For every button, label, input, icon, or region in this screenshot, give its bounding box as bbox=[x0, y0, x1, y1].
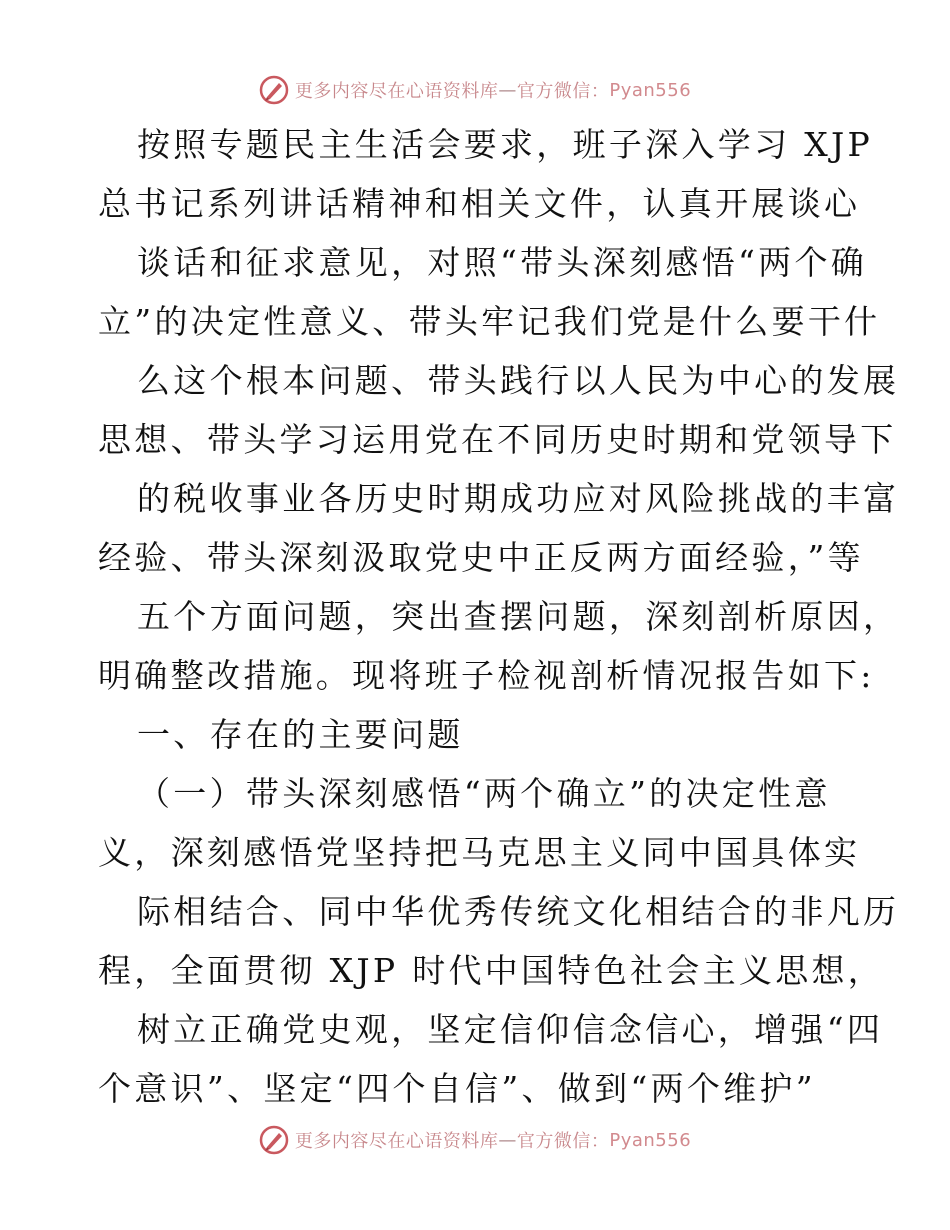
text-line: 总书记系列讲话精神和相关文件，认真开展谈心 bbox=[98, 184, 861, 223]
text-line: 树立正确党史观，坚定信仰信念信心，增强“四 bbox=[137, 1010, 884, 1049]
text-line: 谈话和征求意见，对照“带头深刻感悟“两个确 bbox=[137, 243, 868, 282]
watermark-label: 官方微信： bbox=[516, 1131, 610, 1152]
watermark-title: 更多内容尽在心语资料库 bbox=[294, 81, 499, 102]
text-line: 程，全面贯彻 XJP 时代中国特色社会主义思想， bbox=[98, 951, 885, 990]
text-line: 个意识”、坚定“四个自信”、做到“两个维护” bbox=[98, 1069, 816, 1108]
text-line: 义，深刻感悟党坚持把马克思主义同中国具体实 bbox=[98, 833, 861, 872]
watermark-separator: — bbox=[498, 1129, 517, 1151]
text-line: 的税收事业各历史时期成功应对风险挑战的丰富 bbox=[137, 479, 900, 518]
pen-logo-icon bbox=[259, 75, 289, 105]
text-line: 立”的决定性意义、带头牢记我们党是什么要干什 bbox=[98, 302, 881, 341]
text-line: 按照专题民主生活会要求，班子深入学习 XJP bbox=[137, 125, 874, 164]
watermark-title: 更多内容尽在心语资料库 bbox=[294, 1131, 499, 1152]
watermark-footer bbox=[0, 1122, 950, 1158]
text-line: 五个方面问题，突出查摆问题，深刻剖析原因， bbox=[137, 597, 900, 636]
text-line: （一）带头深刻感悟“两个确立”的决定性意 bbox=[137, 774, 831, 813]
text-line: 么这个根本问题、带头践行以人民为中心的发展 bbox=[137, 361, 900, 400]
watermark-label: 官方微信： bbox=[516, 81, 610, 102]
watermark-account: Pyan556 bbox=[609, 79, 692, 101]
watermark-account: Pyan556 bbox=[609, 1129, 692, 1151]
text-line: 思想、带头学习运用党在不同历史时期和党领导下 bbox=[98, 420, 897, 459]
text-line: 际相结合、同中华优秀传统文化相结合的非凡历 bbox=[137, 892, 900, 931]
watermark-separator: — bbox=[498, 79, 517, 101]
watermark-header bbox=[0, 72, 950, 108]
pen-logo-icon bbox=[259, 1125, 289, 1155]
text-line: 明确整改措施。现将班子检视剖析情况报告如下: bbox=[98, 656, 875, 695]
section-heading: 一、存在的主要问题 bbox=[137, 715, 464, 754]
text-line: 经验、带头深刻汲取党史中正反两方面经验，”等 bbox=[98, 538, 864, 577]
